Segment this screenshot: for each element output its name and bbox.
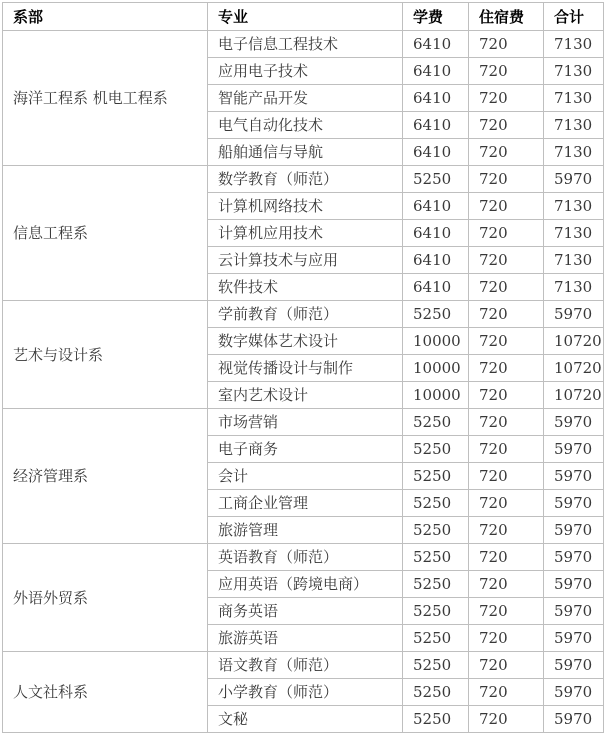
- tuition-cell: 5250: [403, 463, 469, 490]
- tuition-cell: 5250: [403, 679, 469, 706]
- tuition-cell: 6410: [403, 274, 469, 301]
- fee-schedule-table: [2, 2, 604, 733]
- total-cell: 7130: [544, 112, 604, 139]
- accommodation-cell: 720: [469, 679, 544, 706]
- major-cell: 语文教育（师范）: [208, 652, 403, 679]
- tuition-cell: 6410: [403, 247, 469, 274]
- col-header-department: 系部: [3, 3, 208, 31]
- major-cell: 计算机网络技术: [208, 193, 403, 220]
- total-cell: 5970: [544, 409, 604, 436]
- total-cell: 10720: [544, 355, 604, 382]
- accommodation-cell: 720: [469, 544, 544, 571]
- tuition-cell: 5250: [403, 571, 469, 598]
- accommodation-cell: 720: [469, 193, 544, 220]
- table-row: [3, 31, 604, 58]
- tuition-cell: 5250: [403, 544, 469, 571]
- col-header-total: 合计: [544, 3, 604, 31]
- major-cell: 电气自动化技术: [208, 112, 403, 139]
- total-cell: 5970: [544, 544, 604, 571]
- tuition-cell: 10000: [403, 382, 469, 409]
- tuition-cell: 5250: [403, 166, 469, 193]
- total-cell: 7130: [544, 193, 604, 220]
- tuition-cell: 5250: [403, 598, 469, 625]
- accommodation-cell: 720: [469, 463, 544, 490]
- department-cell: 外语外贸系: [3, 544, 208, 652]
- tuition-cell: 6410: [403, 193, 469, 220]
- total-cell: 5970: [544, 571, 604, 598]
- tuition-cell: 10000: [403, 355, 469, 382]
- tuition-cell: 5250: [403, 706, 469, 733]
- total-cell: 10720: [544, 328, 604, 355]
- total-cell: 7130: [544, 220, 604, 247]
- total-cell: 7130: [544, 31, 604, 58]
- major-cell: 旅游管理: [208, 517, 403, 544]
- major-cell: 学前教育（师范）: [208, 301, 403, 328]
- accommodation-cell: 720: [469, 571, 544, 598]
- accommodation-cell: 720: [469, 409, 544, 436]
- major-cell: 应用电子技术: [208, 58, 403, 85]
- total-cell: 5970: [544, 517, 604, 544]
- col-header-accommodation: 住宿费: [469, 3, 544, 31]
- major-cell: 文秘: [208, 706, 403, 733]
- total-cell: 5970: [544, 706, 604, 733]
- major-cell: 会计: [208, 463, 403, 490]
- total-cell: 5970: [544, 463, 604, 490]
- accommodation-cell: 720: [469, 706, 544, 733]
- major-cell: 电子信息工程技术: [208, 31, 403, 58]
- accommodation-cell: 720: [469, 220, 544, 247]
- tuition-cell: 5250: [403, 652, 469, 679]
- tuition-cell: 6410: [403, 139, 469, 166]
- accommodation-cell: 720: [469, 517, 544, 544]
- department-cell: 人文社科系: [3, 652, 208, 733]
- total-cell: 5970: [544, 652, 604, 679]
- major-cell: 英语教育（师范）: [208, 544, 403, 571]
- department-cell: 信息工程系: [3, 166, 208, 301]
- accommodation-cell: 720: [469, 436, 544, 463]
- total-cell: 7130: [544, 85, 604, 112]
- total-cell: 5970: [544, 625, 604, 652]
- col-header-major: 专业: [208, 3, 403, 31]
- major-cell: 软件技术: [208, 274, 403, 301]
- accommodation-cell: 720: [469, 274, 544, 301]
- accommodation-cell: 720: [469, 598, 544, 625]
- tuition-cell: 10000: [403, 328, 469, 355]
- table-row: [3, 409, 604, 436]
- accommodation-cell: 720: [469, 490, 544, 517]
- total-cell: 5970: [544, 679, 604, 706]
- total-cell: 5970: [544, 301, 604, 328]
- major-cell: 船舶通信与导航: [208, 139, 403, 166]
- major-cell: 工商企业管理: [208, 490, 403, 517]
- major-cell: 旅游英语: [208, 625, 403, 652]
- department-cell: 海洋工程系 机电工程系: [3, 31, 208, 166]
- table-header-row: [3, 3, 604, 31]
- major-cell: 小学教育（师范）: [208, 679, 403, 706]
- table-row: [3, 544, 604, 571]
- accommodation-cell: 720: [469, 247, 544, 274]
- tuition-cell: 5250: [403, 490, 469, 517]
- total-cell: 7130: [544, 139, 604, 166]
- total-cell: 5970: [544, 598, 604, 625]
- accommodation-cell: 720: [469, 625, 544, 652]
- major-cell: 应用英语（跨境电商）: [208, 571, 403, 598]
- accommodation-cell: 720: [469, 382, 544, 409]
- tuition-cell: 5250: [403, 517, 469, 544]
- accommodation-cell: 720: [469, 328, 544, 355]
- major-cell: 视觉传播设计与制作: [208, 355, 403, 382]
- total-cell: 5970: [544, 490, 604, 517]
- accommodation-cell: 720: [469, 112, 544, 139]
- accommodation-cell: 720: [469, 58, 544, 85]
- total-cell: 7130: [544, 247, 604, 274]
- tuition-cell: 6410: [403, 85, 469, 112]
- col-header-tuition: 学费: [403, 3, 469, 31]
- major-cell: 数字媒体艺术设计: [208, 328, 403, 355]
- tuition-cell: 6410: [403, 220, 469, 247]
- accommodation-cell: 720: [469, 355, 544, 382]
- major-cell: 室内艺术设计: [208, 382, 403, 409]
- department-cell: 经济管理系: [3, 409, 208, 544]
- tuition-cell: 5250: [403, 301, 469, 328]
- tuition-cell: 6410: [403, 31, 469, 58]
- major-cell: 数学教育（师范）: [208, 166, 403, 193]
- table-row: [3, 652, 604, 679]
- department-cell: 艺术与设计系: [3, 301, 208, 409]
- accommodation-cell: 720: [469, 166, 544, 193]
- table-body: [3, 31, 604, 733]
- table-row: [3, 301, 604, 328]
- total-cell: 5970: [544, 166, 604, 193]
- total-cell: 7130: [544, 58, 604, 85]
- major-cell: 智能产品开发: [208, 85, 403, 112]
- major-cell: 计算机应用技术: [208, 220, 403, 247]
- tuition-cell: 6410: [403, 58, 469, 85]
- tuition-cell: 5250: [403, 625, 469, 652]
- total-cell: 7130: [544, 274, 604, 301]
- major-cell: 云计算技术与应用: [208, 247, 403, 274]
- table-row: [3, 166, 604, 193]
- major-cell: 商务英语: [208, 598, 403, 625]
- tuition-cell: 6410: [403, 112, 469, 139]
- tuition-cell: 5250: [403, 409, 469, 436]
- major-cell: 电子商务: [208, 436, 403, 463]
- accommodation-cell: 720: [469, 652, 544, 679]
- total-cell: 5970: [544, 436, 604, 463]
- tuition-cell: 5250: [403, 436, 469, 463]
- accommodation-cell: 720: [469, 85, 544, 112]
- accommodation-cell: 720: [469, 139, 544, 166]
- accommodation-cell: 720: [469, 301, 544, 328]
- major-cell: 市场营销: [208, 409, 403, 436]
- accommodation-cell: 720: [469, 31, 544, 58]
- total-cell: 10720: [544, 382, 604, 409]
